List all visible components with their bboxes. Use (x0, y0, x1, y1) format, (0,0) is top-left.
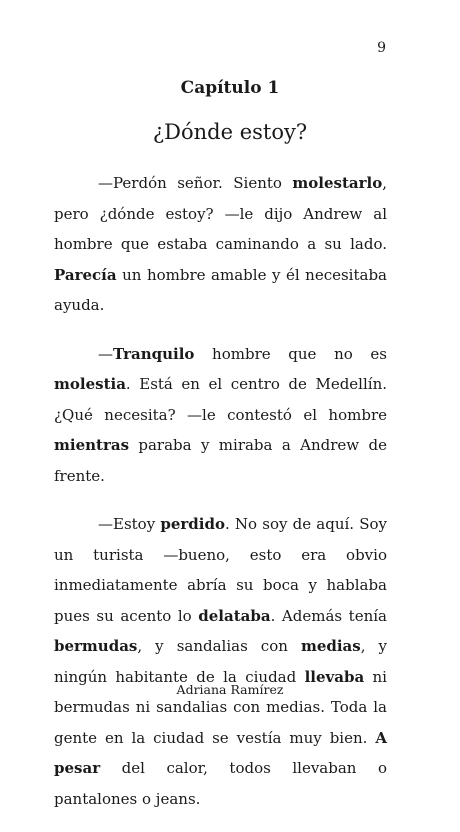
text-run: , pero ¿dónde estoy? —le dijo Andrew al hombre que estaba caminando a su lado. (54, 174, 387, 253)
bold-word: Tranquilo (113, 344, 195, 363)
body-text (54, 168, 387, 832)
text-run: paraba y miraba a Andrew de frente. (54, 436, 387, 485)
bold-word: mientras (54, 436, 130, 454)
paragraph-3 (54, 509, 387, 814)
text-run: un hombre amable y él necesitaba ayuda. (54, 265, 387, 314)
page-number: 9 (377, 40, 386, 56)
text-run: . Además tenía (270, 606, 387, 625)
text-run: —Perdón señor. Siento (98, 174, 293, 192)
text-run: . Está en el centro de Medellín. ¿Qué necesita? —le contestó el hombre (54, 375, 387, 424)
text-run: del calor, todos llevaban o pantalones o jeans. (54, 759, 387, 808)
text-run: hombre que no es (194, 344, 387, 363)
bold-word: molestarlo (292, 174, 383, 192)
paragraph-1 (54, 168, 387, 321)
text-run: —Estoy (98, 515, 161, 533)
chapter-title: ¿Dónde estoy? (152, 120, 308, 144)
bold-word: bermudas (54, 637, 138, 655)
footer-author: Adriana Ramírez (176, 682, 284, 697)
paragraph-2 (54, 339, 387, 492)
text-run: , y sandalias con (137, 637, 301, 655)
text-run: — (98, 344, 113, 363)
bold-word: A pesar (54, 728, 387, 777)
text-run: , y ningún habitante de la ciudad (54, 637, 387, 686)
bold-word: medias (300, 637, 361, 655)
bold-word: Parecía (54, 265, 117, 284)
chapter-label: Capítulo 1 (180, 78, 280, 98)
bold-word: perdido (160, 515, 225, 533)
bold-word: delataba (198, 606, 271, 625)
bold-word: llevaba (304, 667, 365, 686)
bold-word: molestia (54, 375, 126, 393)
text-run: . No soy de aquí. Soy un turista —bueno, esto era obvio inmediatamente abría su boca y hablaba pues su acento lo (54, 515, 388, 625)
text-run: ni bermudas ni sandalias con medias. Toda la gente en la ciudad se vestía muy bien. (54, 667, 387, 747)
